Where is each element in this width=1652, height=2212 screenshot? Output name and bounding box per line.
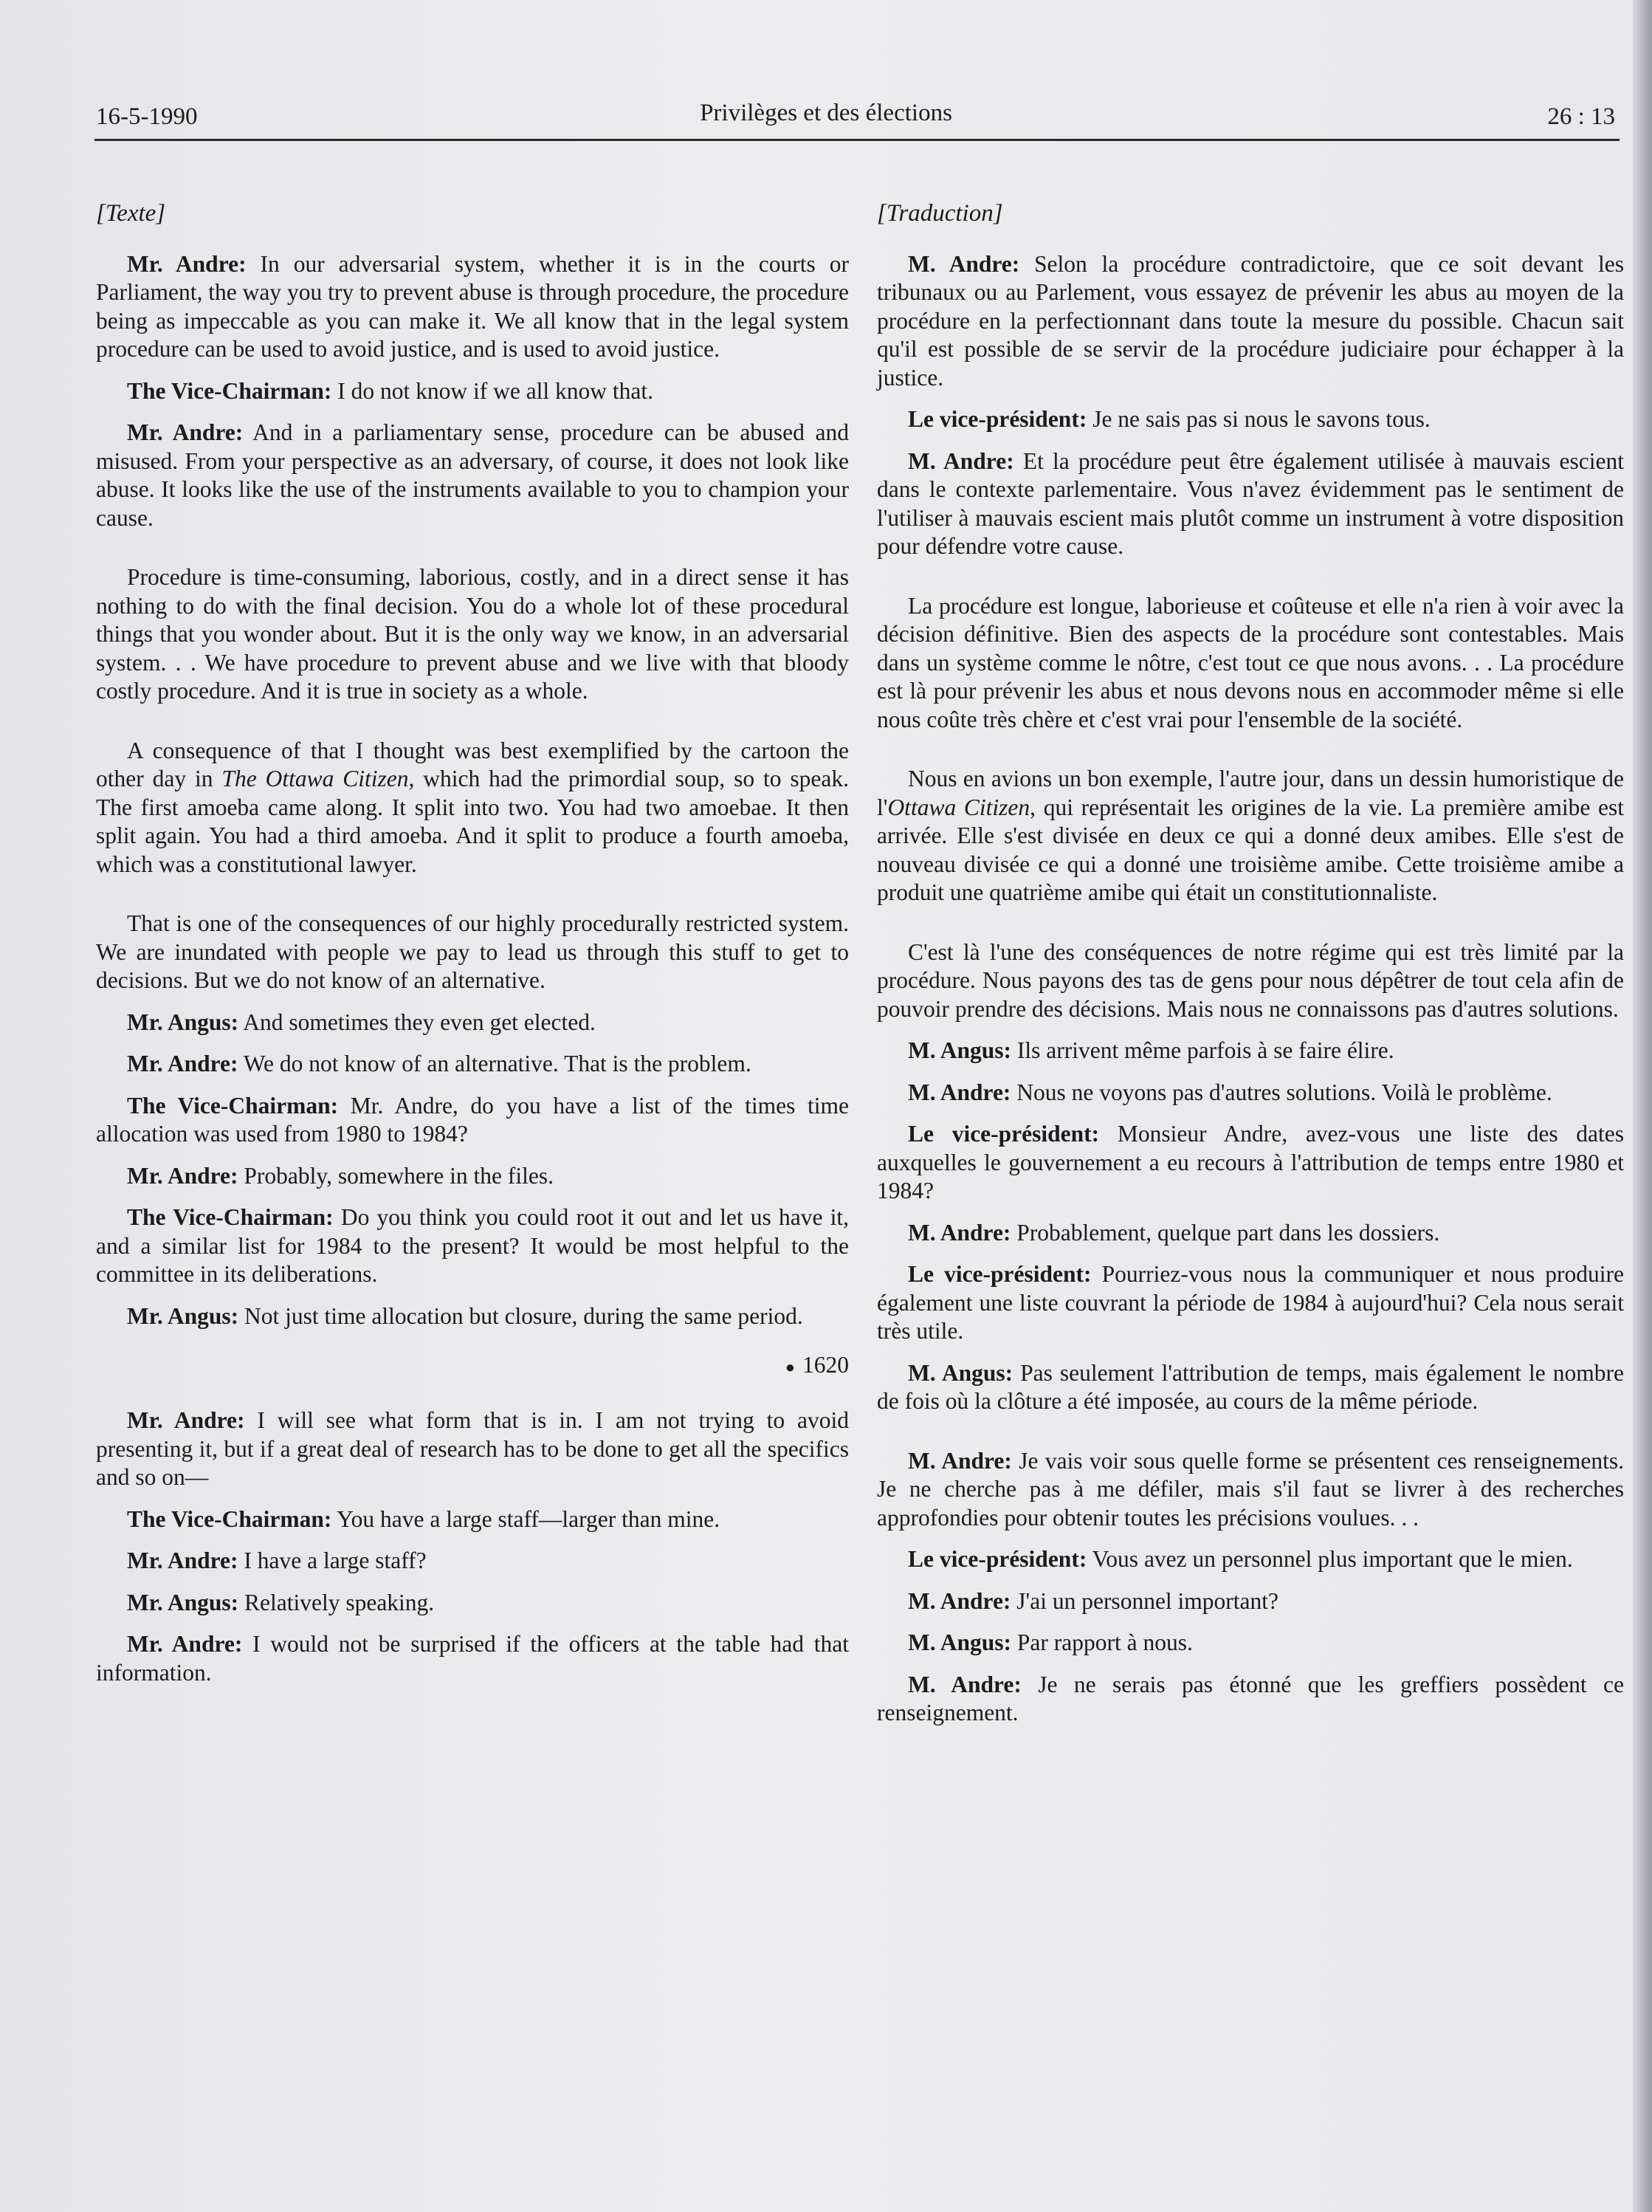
paragraph-text: Je ne serais pas étonné que les greffiers possèdent ce renseignement. bbox=[877, 1671, 1624, 1725]
paragraph-text: A consequence of that I thought was best exemplified by the cartoon the other day in bbox=[96, 737, 849, 791]
paragraph-text: We do not know of an alternative. That is the problem. bbox=[238, 1051, 751, 1076]
paragraph-text: Monsieur Andre, avez-vous une liste des dates auxquelles le gouvernement a eu recours à l'attribution de temps entre 1980 et 1984? bbox=[877, 1121, 1624, 1203]
column-label-texte: [Texte] bbox=[96, 200, 166, 227]
paragraph-text: Ils arrivent même parfois à se faire élire. bbox=[1011, 1037, 1394, 1063]
french-paragraphs bbox=[877, 250, 1624, 1728]
header-rule bbox=[94, 139, 1620, 141]
paragraph-text: That is one of the consequences of our highly procedurally restricted system. We are inundated with people we pay to lead us through this stuff to get to decisions. But we do not know of an alternative. bbox=[96, 910, 849, 993]
paragraph bbox=[96, 1302, 849, 1331]
speaker-name: Le vice-président: bbox=[908, 1121, 1100, 1147]
speaker-name: Le vice-président: bbox=[908, 1261, 1092, 1287]
paragraph bbox=[877, 1545, 1624, 1574]
paragraph bbox=[877, 1120, 1624, 1206]
paragraph-text: Relatively speaking. bbox=[238, 1589, 435, 1615]
paragraph-text: Je ne sais pas si nous le savons tous. bbox=[1087, 406, 1431, 432]
paragraph-text: C'est là l'une des conséquences de notre régime qui est très limité par la procédure. Nous payons des tas de gens pour nous dépêtrer de tout cela afin de pouvoir prendre des décisions. Mais nous ne connaissons pas d'autres solutions. bbox=[877, 938, 1624, 1022]
paragraph-text: Probablement, quelque part dans les dossiers. bbox=[1011, 1219, 1440, 1246]
speaker-name: Mr. Angus: bbox=[127, 1589, 239, 1615]
speaker-name: M. Andre: bbox=[908, 1671, 1022, 1697]
column-label-traduction: [Traduction] bbox=[877, 200, 1003, 227]
paragraph-text: I have a large staff? bbox=[238, 1548, 427, 1574]
paragraph bbox=[96, 1162, 849, 1191]
header-date: 16-5-1990 bbox=[96, 103, 198, 130]
english-paragraphs bbox=[96, 250, 849, 1331]
paragraph bbox=[877, 1037, 1624, 1065]
paragraph bbox=[877, 765, 1624, 907]
publication-title: The Ottawa Citizen bbox=[221, 766, 409, 791]
header-page-number: 26 : 13 bbox=[1547, 103, 1615, 130]
paragraph-text: I would not be surprised if the officers at the table had that information. bbox=[96, 1631, 849, 1686]
paragraph-text: Pourriez-vous nous la communiquer et nous produire également une liste couvrant la période de 1984 à aujourd'hui? Cela nous serait très utile. bbox=[877, 1261, 1624, 1344]
speaker-name: M. Andre: bbox=[908, 1587, 1011, 1614]
speaker-name: Le vice-président: bbox=[908, 1546, 1087, 1572]
speaker-name: Mr. Andre: bbox=[127, 1631, 243, 1658]
paragraph bbox=[877, 1079, 1624, 1107]
paragraph bbox=[877, 1671, 1624, 1728]
paragraph-text: In our adversarial system, whether it is in the courts or Parliament, the way you try to prevent abuse is through procedure, the procedure being as impeccable as you can make it. We all know that in the legal system procedure can be used to avoid justice, and is used to avoid justice. bbox=[96, 250, 849, 362]
speaker-name: M. Angus: bbox=[908, 1037, 1012, 1063]
paragraph-text: Nous ne voyons pas d'autres solutions. Voilà le problème. bbox=[1011, 1079, 1552, 1105]
page-binding-edge bbox=[1633, 0, 1652, 2212]
publication-title: Ottawa Citizen bbox=[887, 794, 1030, 820]
paragraph bbox=[877, 1359, 1624, 1416]
paragraph-text: Pas seulement l'attribution de temps, mais également le nombre de fois où la clôture a été imposée, au cours de la même période. bbox=[877, 1359, 1624, 1414]
french-column bbox=[877, 199, 1624, 1741]
paragraph bbox=[96, 250, 849, 364]
paragraph-text: Selon la procédure contradictoire, que ce soit devant les tribunaux ou au Parlement, vous essayez de prévenir les abus au moyen de la procédure en la perfectionnant dans toute la mesure du possible. Chacun sait qu'il est possible de se servir de la procédure judiciaire pour échapper à la justice. bbox=[877, 250, 1624, 391]
paragraph-text: Not just time allocation but closure, during the same period. bbox=[238, 1302, 803, 1329]
speaker-name: M. Andre: bbox=[908, 447, 1014, 474]
time-stamp: 1620 bbox=[802, 1352, 849, 1378]
speaker-name: M. Angus: bbox=[908, 1629, 1012, 1655]
speaker-name: Mr. Andre: bbox=[127, 1051, 238, 1076]
speaker-name: The Vice-Chairman: bbox=[127, 1204, 334, 1230]
paragraph bbox=[877, 1260, 1624, 1346]
paragraph-text: I will see what form that is in. I am not trying to avoid presenting it, but if a great deal of research has to be done to get all the specifics and so on— bbox=[96, 1407, 849, 1491]
paragraph bbox=[96, 1406, 849, 1492]
paragraph-text: Je vais voir sous quelle forme se présentent ces renseignements. Je ne cherche pas à me défiler, mais s'il faut se livrer à des recherches approfondies pour obtenir toutes les précisions voulues. . . bbox=[877, 1447, 1624, 1531]
paragraph bbox=[96, 1505, 849, 1534]
paragraph-text: Nous en avions un bon exemple, l'autre jour, dans un dessin humoristique de l' bbox=[877, 766, 1624, 820]
speaker-name: Mr. Andre: bbox=[127, 1548, 238, 1574]
paragraph bbox=[877, 405, 1624, 434]
paragraph-text: Procedure is time-consuming, laborious, costly, and in a direct sense it has nothing to do with the final decision. You do a whole lot of these procedural things that you wonder about. But it is the only way we know, in an adversarial system. . . We have procedure to prevent abuse and we live with that bloody costly procedure. And it is true in society as a whole. bbox=[96, 564, 849, 704]
paragraph bbox=[877, 592, 1624, 735]
paragraph bbox=[877, 938, 1624, 1024]
paragraph-text: Par rapport à nous. bbox=[1011, 1629, 1193, 1655]
speaker-name: Mr. Andre: bbox=[127, 250, 247, 277]
paragraph bbox=[96, 1630, 849, 1687]
speaker-name: M. Angus: bbox=[908, 1359, 1013, 1386]
english-paragraphs-continued bbox=[96, 1406, 849, 1687]
speaker-name: Mr. Angus: bbox=[127, 1009, 239, 1035]
paragraph bbox=[877, 447, 1624, 561]
paragraph bbox=[877, 1219, 1624, 1248]
paragraph bbox=[96, 910, 849, 995]
paragraph bbox=[96, 737, 849, 879]
speaker-name: The Vice-Chairman: bbox=[127, 1505, 332, 1532]
speaker-name: M. Andre: bbox=[908, 1079, 1011, 1105]
paragraph-text: Et la procédure peut être également utilisée à mauvais escient dans le contexte parlementaire. Vous n'avez évidemment pas le sentiment de l'utiliser à mauvais escient mais plutôt comme un instrument à votre disposition pour défendre votre cause. bbox=[877, 447, 1624, 559]
speaker-name: The Vice-Chairman: bbox=[127, 1092, 339, 1119]
paragraph-text: Vous avez un personnel plus important que le mien. bbox=[1087, 1546, 1573, 1572]
speaker-name: Mr. Andre: bbox=[127, 419, 244, 445]
paragraph bbox=[96, 563, 849, 706]
speaker-name: Mr. Andre: bbox=[127, 1162, 238, 1189]
speaker-name: M. Andre: bbox=[908, 250, 1020, 277]
paragraph-text: La procédure est longue, laborieuse et coûteuse et elle n'a rien à voir avec la décision définitive. Bien des aspects de la procédure sont contestables. Mais dans un système comme le nôtre, c'est tout ce que nous avons. . . La procédure est là pour prévenir les abus et nous devons nous en accommoder même si elle nous coûte très chère et c'est vrai pour l'ensemble de la société. bbox=[877, 592, 1624, 732]
speaker-name: The Vice-Chairman: bbox=[127, 377, 332, 404]
paragraph-text: Probably, somewhere in the files. bbox=[238, 1162, 554, 1189]
bullet-icon: ● bbox=[785, 1357, 795, 1376]
speaker-name: Mr. Angus: bbox=[127, 1302, 239, 1329]
paragraph bbox=[96, 1589, 849, 1618]
paragraph bbox=[96, 1092, 849, 1149]
paragraph-text: , which had the primordial soup, so to speak. The first amoeba came along. It split into two. You had two amoebae. It then split again. You had a third amoeba. And it split to produce a fourth amoeba, which was a constitutional lawyer. bbox=[96, 766, 849, 877]
speaker-name: Mr. Andre: bbox=[127, 1407, 245, 1434]
paragraph-text: I do not know if we all know that. bbox=[331, 377, 654, 404]
paragraph bbox=[96, 419, 849, 532]
paragraph-text: J'ai un personnel important? bbox=[1011, 1587, 1279, 1614]
paragraph-text: You have a large staff—larger than mine. bbox=[331, 1505, 720, 1532]
paragraph-text: Mr. Andre, do you have a list of the times time allocation was used from 1980 to 1984? bbox=[96, 1092, 849, 1147]
paragraph-text: , qui représentait les origines de la vie. La première amibe est arrivée. Elle s'est divisée en deux ce qui a donné deux amibes. Elle s'est de nouveau divisée ce qui a donné une troisième amibe. Cette troisième amibe a produit une quatrième amibe qui était un constitutionnaliste. bbox=[877, 794, 1624, 905]
paragraph bbox=[877, 1629, 1624, 1658]
paragraph bbox=[96, 1009, 849, 1037]
paragraph-text: Do you think you could root it out and let us have it, and a similar list for 1984 to the present? It would be most helpful to the committee in its deliberations. bbox=[96, 1204, 849, 1287]
paragraph bbox=[96, 1203, 849, 1289]
header-title: Privilèges et des élections bbox=[700, 100, 952, 126]
paragraph bbox=[877, 250, 1624, 393]
paragraph bbox=[877, 1587, 1624, 1616]
paragraph bbox=[96, 1050, 849, 1079]
paragraph-text: And sometimes they even get elected. bbox=[238, 1009, 596, 1035]
paragraph bbox=[96, 377, 849, 406]
english-column bbox=[96, 199, 849, 1700]
speaker-name: Le vice-président: bbox=[908, 406, 1087, 432]
paragraph-text: And in a parliamentary sense, procedure can be abused and misused. From your perspective as an adversary, of course, it does not look like abuse. It looks like the use of the instruments available to you to champion your cause. bbox=[96, 419, 850, 531]
time-marker bbox=[96, 1351, 849, 1381]
speaker-name: M. Andre: bbox=[908, 1447, 1012, 1474]
paragraph bbox=[877, 1447, 1624, 1533]
speaker-name: M. Andre: bbox=[908, 1219, 1011, 1246]
paragraph bbox=[96, 1547, 849, 1576]
